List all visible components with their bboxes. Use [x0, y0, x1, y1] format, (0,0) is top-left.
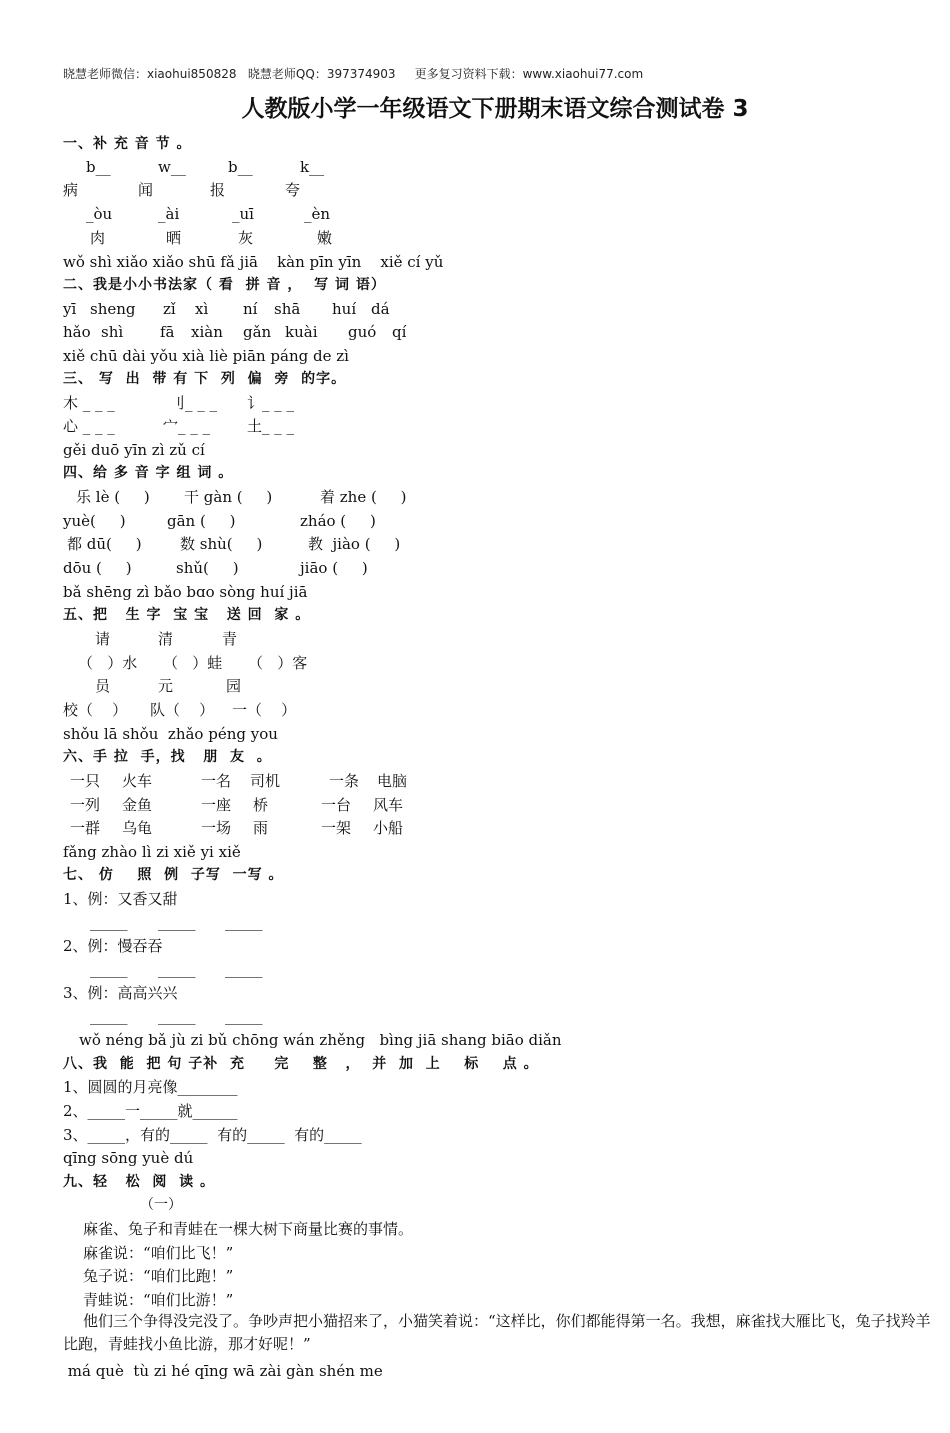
polyphone-item: 干 gàn ( )	[184, 488, 273, 506]
example-3: 3、例：高高兴兴	[63, 984, 178, 1002]
polyphone-item: shǔ( )	[176, 559, 239, 577]
char: 夸	[285, 181, 301, 199]
reading-paragraph-1: 麻雀、兔子和青蛙在一棵大树下商量比赛的事情。	[83, 1220, 414, 1238]
char: 元	[158, 677, 174, 695]
reading-paragraph-5: 他们三个争得没完没了。争吵声把小猫招来了，小猫笑着说：“这样比，你们都能得第一名。我想，麻雀找大雁比飞，兔子找羚羊比跑，青蛙找小鱼比游，那才好呢！”	[63, 1312, 931, 1353]
section-8-pinyin: wǒ néng bǎ jù zi bǔ chōng wán zhěng bìng jiā shang biāo diǎn	[79, 1031, 562, 1049]
header-contact-line: 晓慧老师微信：xiaohui850828 晓慧老师QQ：397374903 更多复习资料下载：www.xiaohui77.com	[63, 67, 644, 81]
polyphone-item: jiāo ( )	[300, 559, 368, 577]
answer-blank: _____	[225, 1007, 263, 1025]
radical-blank: 心 _ _ _	[63, 417, 115, 435]
pinyin: sheng	[90, 300, 136, 318]
noun: 司机	[250, 772, 281, 790]
blank: _òu	[86, 205, 113, 223]
answer-blank: _____	[90, 1007, 128, 1025]
reading-paragraph-4: 青蛙说：“咱们比游！”	[83, 1291, 234, 1309]
blank: _ài	[158, 205, 180, 223]
char: 青	[222, 630, 238, 648]
polyphone-item: 教 jiào ( )	[308, 535, 401, 553]
measure-word: 一台	[321, 796, 352, 814]
blank-1: b__	[86, 158, 111, 176]
noun: 火车	[122, 772, 153, 790]
noun: 乌龟	[122, 819, 153, 837]
polyphone-item: dōu ( )	[63, 559, 132, 577]
section-3-heading: 三、 写 出 带 有 下 列 偏 旁 的字。	[63, 371, 347, 387]
pinyin: huí	[332, 300, 357, 318]
blank: _èn	[304, 205, 331, 223]
radical-blank: 木 _ _ _	[63, 394, 115, 412]
char: 灰	[238, 229, 254, 247]
section-9-heading: 九、轻 松 阅 读 。	[63, 1174, 215, 1190]
noun: 小船	[373, 819, 404, 837]
fill-item: 一（ ）	[232, 701, 297, 719]
section-5-heading: 五、把 生 字 宝 宝 送 回 家 。	[63, 607, 311, 623]
measure-word: 一只	[70, 772, 101, 790]
answer-blank: _____	[225, 913, 263, 931]
answer-blank: _____	[225, 960, 263, 978]
polyphone-item: gān ( )	[167, 512, 236, 530]
fill-item: （ ）客	[248, 654, 308, 672]
reading-paragraph-2: 麻雀说：“咱们比飞！”	[83, 1244, 234, 1262]
char: 员	[95, 677, 111, 695]
measure-word: 一座	[201, 796, 232, 814]
pinyin: gǎn	[243, 323, 272, 341]
polyphone-item: 都 dū( )	[67, 535, 142, 553]
noun: 风车	[373, 796, 404, 814]
char: 闻	[138, 181, 154, 199]
fill-item: 队（ ）	[150, 701, 215, 719]
answer-blank: _____	[90, 913, 128, 931]
section-7-pinyin: fǎng zhào lì zi xiě yi xiě	[63, 843, 241, 861]
noun: 雨	[253, 819, 269, 837]
sentence-3: 3、_____，有的_____ 有的_____ 有的_____	[63, 1126, 362, 1144]
pinyin: ní	[243, 300, 258, 318]
section-6-heading: 六、手 拉 手，找 朋 友 。	[63, 749, 272, 765]
section-9-pinyin: qīng sōng yuè dú	[63, 1149, 194, 1167]
section-5-pinyin: bǎ shēng zì bǎo bɑo sònɡ huí jiā	[63, 583, 308, 601]
polyphone-item: 着 zhe ( )	[320, 488, 407, 506]
section-2-pinyin: wǒ shì xiǎo xiǎo shū fǎ jiā kàn pīn yīn xiě cí yǔ	[63, 253, 444, 271]
radical-blank: 刂_ _ _	[170, 394, 218, 412]
fill-item: （ ）蛙	[163, 654, 223, 672]
char: 晒	[166, 229, 182, 247]
char: 肉	[90, 229, 106, 247]
example-2: 2、例：慢吞吞	[63, 937, 163, 955]
radical-blank: 宀_ _ _	[163, 417, 211, 435]
noun: 桥	[253, 796, 269, 814]
measure-word: 一列	[70, 796, 101, 814]
pinyin: fā	[160, 323, 175, 341]
pinyin: dá	[371, 300, 390, 318]
pinyin: guó	[348, 323, 377, 341]
blank-4: k__	[300, 158, 325, 176]
char: 园	[226, 677, 242, 695]
noun: 电脑	[377, 772, 408, 790]
polyphone-item: zháo ( )	[300, 512, 376, 530]
section-8-heading: 八、我 能 把 句 子补 充 完 整 ， 并 加 上 标 点 。	[63, 1056, 539, 1072]
section-3-pinyin: xiě chū dài yǒu xià liè piān páng de zì	[63, 347, 349, 365]
section-6-pinyin: shǒu lā shǒu zhǎo péng you	[63, 725, 278, 743]
answer-blank: _____	[90, 960, 128, 978]
section-7-heading: 七、 仿 照 例 子写 一写 。	[63, 867, 284, 883]
radical-blank: 土_ _ _	[247, 417, 295, 435]
answer-blank: _____	[158, 913, 196, 931]
char: 嫩	[317, 229, 333, 247]
char: 请	[95, 630, 111, 648]
sentence-1: 1、圆圆的月亮像________	[63, 1078, 238, 1096]
fill-item: （ ）水	[78, 654, 138, 672]
blank-2: w__	[158, 158, 186, 176]
pinyin: xì	[195, 300, 209, 318]
measure-word: 一群	[70, 819, 101, 837]
page-title: 人教版小学一年级语文下册期末语文综合测试卷 3	[241, 96, 749, 122]
fill-item: 校（ ）	[63, 701, 128, 719]
reading-paragraph-3: 兔子说：“咱们比跑！”	[83, 1267, 234, 1285]
polyphone-item: 数 shù( )	[180, 535, 263, 553]
reading-part-label: （一）	[140, 1197, 182, 1213]
pinyin: xiàn	[191, 323, 223, 341]
char: 报	[210, 181, 226, 199]
answer-blank: _____	[158, 1007, 196, 1025]
sentence-2: 2、_____一_____就______	[63, 1102, 238, 1120]
question-pinyin: má què tù zi hé qīng wā zài gàn shén me	[63, 1362, 383, 1380]
blank: _uī	[232, 205, 254, 223]
polyphone-item: 乐 lè ( )	[76, 488, 150, 506]
pinyin: zǐ	[163, 300, 176, 318]
measure-word: 一条	[329, 772, 360, 790]
char: 病	[63, 181, 79, 199]
pinyin: yī	[63, 300, 77, 318]
polyphone-item: yuè( )	[63, 512, 126, 530]
pinyin: hǎo	[63, 323, 91, 341]
measure-word: 一架	[321, 819, 352, 837]
pinyin: shā	[274, 300, 301, 318]
char: 清	[158, 630, 174, 648]
answer-blank: _____	[158, 960, 196, 978]
noun: 金鱼	[122, 796, 153, 814]
measure-word: 一名	[201, 772, 232, 790]
pinyin: shì	[101, 323, 124, 341]
measure-word: 一场	[201, 819, 232, 837]
pinyin: qí	[392, 323, 407, 341]
example-1: 1、例：又香又甜	[63, 890, 178, 908]
section-4-pinyin: gěi duō yīn zì zǔ cí	[63, 441, 205, 459]
blank-3: b__	[228, 158, 253, 176]
section-4-heading: 四、给 多 音 字 组 词 。	[63, 465, 234, 481]
section-1-heading: 一、补 充 音 节 。	[63, 136, 192, 152]
pinyin: kuài	[285, 323, 318, 341]
radical-blank: 讠_ _ _	[247, 394, 295, 412]
section-2-heading: 二、我是小小书法家（ 看 拼 音 ， 写 词 语）	[63, 277, 386, 293]
